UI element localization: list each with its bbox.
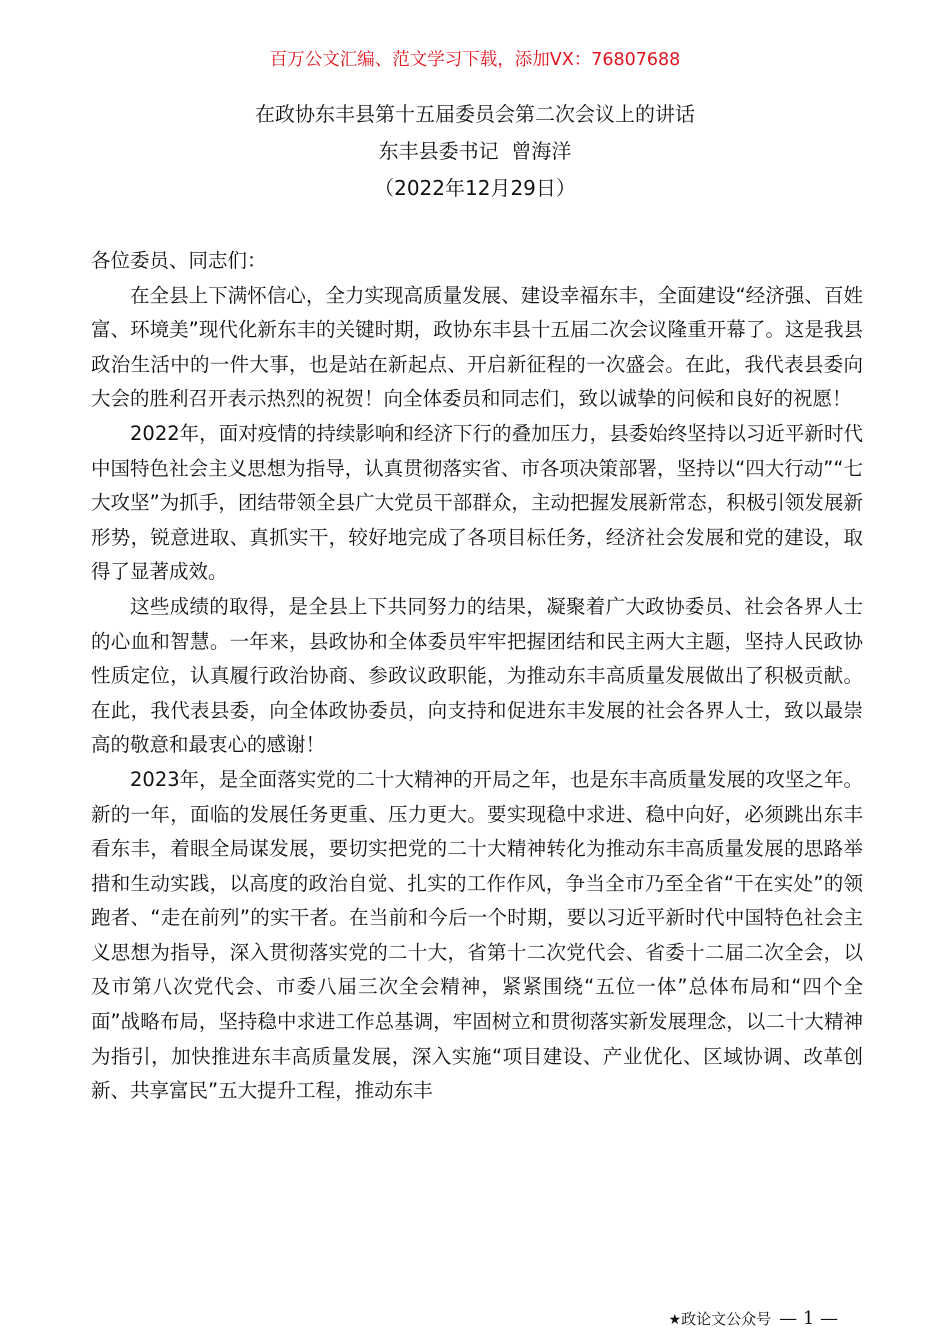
document-header bbox=[0, 96, 950, 207]
star-icon: ★ bbox=[668, 1312, 682, 1328]
banner-text: 百万公文汇编、范文学习下载，添加VX：76807688 bbox=[269, 50, 681, 70]
document-body bbox=[91, 244, 863, 1109]
paragraph-1: 在全县上下满怀信心，全力实现高质量发展、建设幸福东丰，全面建设“经济强、百姓富、环境美”现代化新东丰的关键时期，政协东丰县十五届二次会议隆重开幕了。这是我县政治生活中的一件大事，也是站在新起点、开启新征程的一次盛会。在此，我代表县委向大会的胜利召开表示热烈的祝贺！向全体委员和同志们，致以诚挚的问候和良好的祝愿！ bbox=[91, 283, 863, 411]
page-footer bbox=[669, 1308, 838, 1331]
date-line: （2022年12月29日） bbox=[374, 176, 576, 200]
salutation: 各位委员、同志们： bbox=[91, 249, 267, 272]
paragraph-3: 这些成绩的取得，是全县上下共同努力的结果，凝聚着广大政协委员、社会各界人士的心血和智慧。一年来，县政协和全体委员牢牢把握团结和民主两大主题，坚持人民政协性质定位，认真履行政治协商、参政议政职能，为推动东丰高质量发展做出了积极贡献。在此，我代表县委，向全体政协委员，向支持和促进东丰发展的社会各界人士，致以最崇高的敬意和最衷心的感谢！ bbox=[91, 594, 863, 757]
speaker-line: 东丰县委书记 曾海洋 bbox=[378, 139, 572, 163]
footer-source: 政论文公众号 bbox=[681, 1310, 772, 1328]
paragraph-4: 2023年，是全面落实党的二十大精神的开局之年，也是东丰高质量发展的攻坚之年。新的一年，面临的发展任务更重、压力更大。要实现稳中求进、稳中向好，必须跳出东丰看东丰，着眼全局谋发展，要切实把党的二十大精神转化为推动东丰高质量发展的思路举措和生动实践，以高度的政治自觉、扎实的工作作风，争当全市乃至全省“干在实处”的领跑者、“走在前列”的实干者。在当前和今后一个时期，要以习近平新时代中国特色社会主义思想为指导，深入贯彻落实党的二十大，省第十二次党代会、省委十二届二次全会，以及市第八次党代会、市委八届三次全会精神，紧紧围绕“五位一体”总体布局和“四个全面”战略布局，坚持稳中求进工作总基调，牢固树立和贯彻落实新发展理念，以二十大精神为指引，加快推进东丰高质量发展，深入实施“项目建设、产业优化、区域协调、改革创新、共享富民”五大提升工程，推动东丰 bbox=[91, 767, 863, 1103]
header-banner bbox=[0, 46, 950, 74]
page-number: — 1 — bbox=[779, 1308, 838, 1329]
paragraph-2: 2022年，面对疫情的持续影响和经济下行的叠加压力，县委始终坚持以习近平新时代中国特色社会主义思想为指导，认真贯彻落实省、市各项决策部署，坚持以“四大行动”“七大攻坚”为抓手，团结带领全县广大党员干部群众，主动把握发展新常态，积极引领发展新形势，锐意进取、真抓实干，较好地完成了各项目标任务，经济社会发展和党的建设，取得了显著成效。 bbox=[91, 421, 863, 584]
document-title: 在政协东丰县第十五届委员会第二次会议上的讲话 bbox=[255, 102, 695, 126]
